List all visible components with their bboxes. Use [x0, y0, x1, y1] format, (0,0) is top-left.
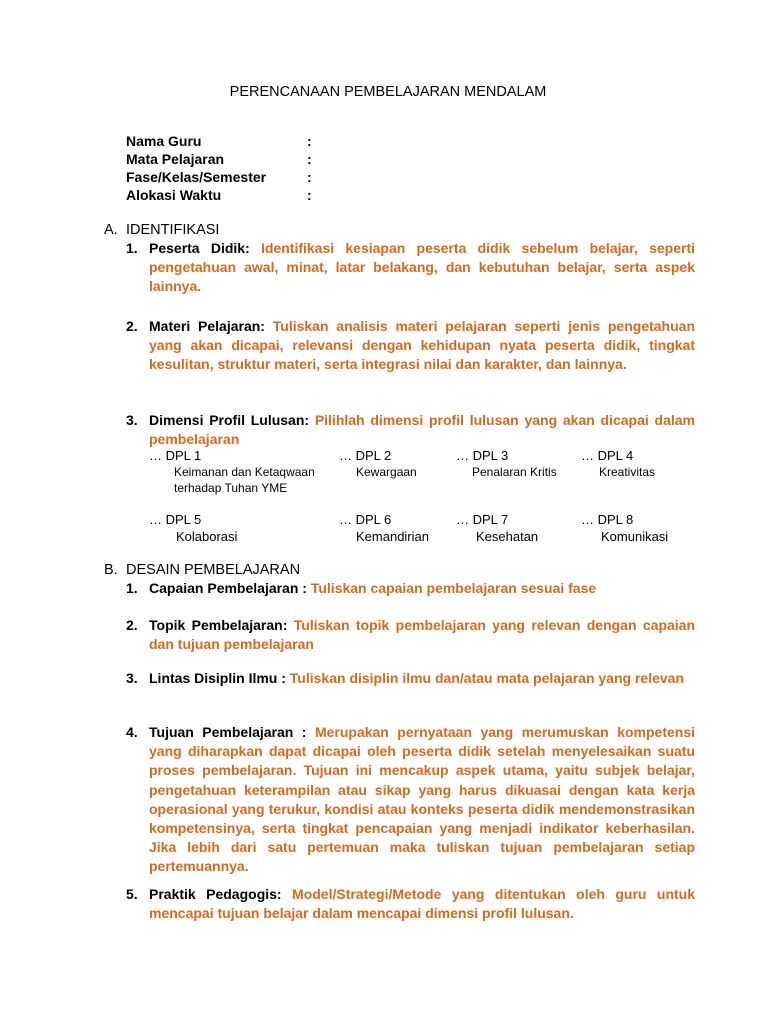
item-materi-pelajaran [149, 317, 695, 375]
item-instruction: Model/Strategi/Metode yang ditentukan oleh guru untuk mencapai tujuan belajar dalam mencapai dimensi profil lulusan. [149, 886, 695, 922]
item-instruction: Tuliskan disiplin ilmu dan/atau mata pelajaran yang relevan [289, 670, 684, 686]
dpl-desc-8: Komunikasi [601, 529, 669, 544]
dpl-desc-1: Keimanan dan Ketaqwaan [174, 465, 315, 479]
dpl-option-2[interactable]: … DPL 2 [339, 448, 392, 463]
item-number: 2. [126, 318, 138, 334]
dpl-option-4[interactable]: … DPL 4 [581, 448, 634, 463]
section-heading-identifikasi: IDENTIFIKASI [126, 222, 220, 238]
item-peserta-didik [149, 239, 695, 297]
item-number: 4. [126, 724, 138, 740]
section-letter: B. [104, 562, 118, 578]
item-instruction: Tuliskan capaian pembelajaran sesuai fase [310, 580, 597, 596]
item-tujuan-pembelajaran [149, 723, 695, 877]
dpl-desc-2: Kewargaan [356, 465, 417, 479]
section-letter: A. [104, 222, 118, 238]
dpl-desc-3: Penalaran Kritis [472, 465, 557, 479]
item-capaian-pembelajaran [149, 579, 695, 598]
dpl-option-6[interactable]: … DPL 6 [339, 512, 392, 527]
item-number: 1. [126, 240, 138, 256]
item-praktik-pedagogis [149, 885, 695, 923]
item-topik-pembelajaran [149, 616, 695, 654]
dpl-option-3[interactable]: … DPL 3 [456, 448, 509, 463]
item-label: Lintas Disiplin Ilmu : [149, 670, 286, 686]
item-number: 1. [126, 580, 138, 596]
section-heading-desain-pembelajaran: DESAIN PEMBELAJARAN [126, 562, 301, 578]
identity-colon: : [307, 133, 312, 149]
item-label: Materi Pelajaran: [149, 318, 265, 334]
item-label: Dimensi Profil Lulusan: [149, 412, 310, 428]
identity-colon: : [307, 151, 312, 167]
item-instruction: Merupakan pernyataan yang merumuskan kompetensi yang diharapkan dapat dicapai oleh peserta didik setelah menyelesaikan suatu proses pembelajaran. Tujuan ini mencakup aspek utama, yaitu subjek belajar, pengetahuan keterampilan atau sikap yang harus dikuasai dengan kata kerja operasional yang terukur, kondisi atau konteks peserta didik mendemonstrasikan kompetensinya, serta tingkat pencapaian yang menjadi indikator keberhasilan. Jika lebih dari satu pertemuan maka tuliskan tujuan pembelajaran setiap pertemuannya. [149, 724, 695, 875]
item-label: Tujuan Pembelajaran : [149, 724, 307, 740]
item-instruction: Identifikasi kesiapan peserta didik sebelum belajar, seperti pengetahuan awal, minat, latar belakang, dan kebutuhan belajar, serta aspek lainnya. [149, 240, 696, 295]
identity-label-nama-guru: Nama Guru [126, 133, 202, 149]
item-instruction: Pilihlah dimensi profil lulusan yang akan dicapai dalam pembelajaran [149, 412, 695, 448]
item-number: 3. [126, 412, 138, 428]
dpl-option-1[interactable]: … DPL 1 [149, 448, 202, 463]
item-number: 2. [126, 617, 138, 633]
dpl-desc-1-line2: terhadap Tuhan YME [174, 481, 288, 495]
item-label: Capaian Pembelajaran : [149, 580, 307, 596]
item-instruction: Tuliskan analisis materi pelajaran seperti jenis pengetahuan yang akan dicapai, relevansi dengan kehidupan nyata peserta didik, tingkat kesulitan, struktur materi, serta integrasi nilai dan karakter, dan lainnya. [149, 318, 696, 373]
item-instruction: Tuliskan topik pembelajaran yang relevan dengan capaian dan tujuan pembelajaran [149, 617, 696, 653]
dpl-desc-7: Kesehatan [476, 529, 539, 544]
item-label: Praktik Pedagogis: [149, 886, 282, 902]
identity-colon: : [307, 169, 312, 185]
item-label: Topik Pembelajaran: [149, 617, 288, 633]
identity-label-fase-kelas-semester: Fase/Kelas/Semester [126, 169, 267, 185]
dpl-option-8[interactable]: … DPL 8 [581, 512, 634, 527]
dpl-option-5[interactable]: … DPL 5 [149, 512, 202, 527]
item-dimensi-profil-lulusan [149, 411, 695, 449]
identity-label-mata-pelajaran: Mata Pelajaran [126, 151, 225, 167]
dpl-desc-6: Kemandirian [356, 529, 429, 544]
dpl-desc-4: Kreativitas [599, 465, 656, 479]
identity-colon: : [307, 187, 312, 203]
dpl-desc-5: Kolaborasi [176, 529, 238, 544]
dpl-option-7[interactable]: … DPL 7 [456, 512, 509, 527]
item-number: 3. [126, 670, 138, 686]
item-lintas-disiplin-ilmu [149, 669, 695, 688]
document-title: PERENCANAAN PEMBELAJARAN MENDALAM [229, 84, 547, 100]
identity-label-alokasi-waktu: Alokasi Waktu [126, 187, 222, 203]
item-label: Peserta Didik: [149, 240, 250, 256]
item-number: 5. [126, 886, 138, 902]
